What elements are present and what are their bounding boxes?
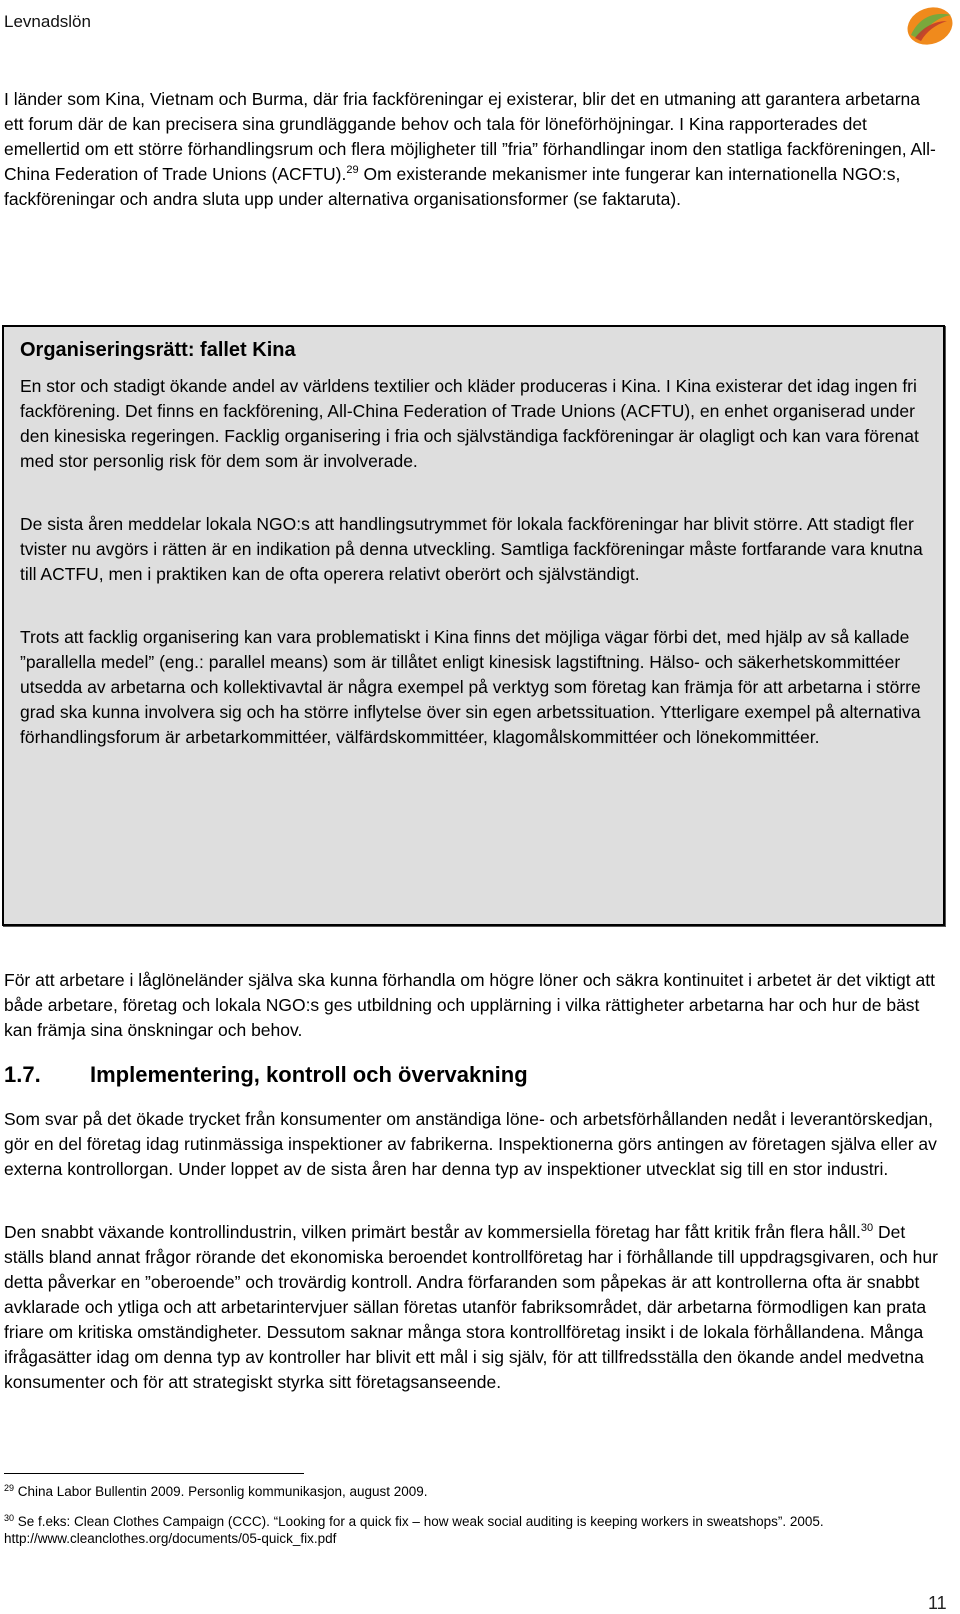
section-paragraph-2	[4, 1220, 939, 1395]
factbox-paragraph-2: De sista åren meddelar lokala NGO:s att handlingsutrymmet för lokala fackföreningar har blivit större. Att stadigt fler tvister nu avgörs i rätten är en indikation på denna utveckling. Samtliga fackföreningar måste fortfarande vara knutna till ACTFU, men i praktiken kan de ofta operera relativt oberört och självständigt.	[20, 514, 923, 584]
footnote-29	[4, 1483, 934, 1500]
section-paragraph-2b: Det ställs bland annat frågor rörande det ekonomiska beroendet kontrollföretag har i förhållande till uppdragsgivaren, och hur detta påverkar en ”oberoende” och trovärdig kontroll. Andra förfaranden som påpekas är att kontrollerna ofta är snabbt avklarade och ytliga och att arbetarintervjuer sällan företas utanför fabriksområdet, där arbetarna förmodligen kan prata friare om kritiska omständigheter. Dessutom saknar många stora kontrollföretag insikt i de lokala förhållandena. Många ifrågasätter idag om denna typ av kontroller har blivit ett mål i sig själv, för att tillfredsställa den ökande andel medvetna konsumenter och för att strategiskt styrka sitt företagsanseende.	[4, 1222, 938, 1392]
page-number: 11	[928, 1593, 947, 1613]
leaf-logo-icon	[905, 5, 955, 47]
factbox-paragraph-1: En stor och stadigt ökande andel av världens textilier och kläder produceras i Kina. I Kina existerar det idag ingen fri fackförening. Det finns en fackförening, All-China Federation of Trade Unions (ACFTU), en enhet organiserad under den kinesiska regeringen. Facklig organisering i fria och självständiga fackföreningar är olagligt och kan vara förenat med stor personlig risk för dem som är involverade.	[20, 376, 919, 471]
footnote-ref-30[interactable]: 30	[860, 1222, 874, 1234]
section-title: Implementering, kontroll och övervakning	[90, 1062, 528, 1087]
footnote-text-30: Se f.eks: Clean Clothes Campaign (CCC). “Looking for a quick fix – how weak social auditing is keeping workers in sweatshops”. 2005. http://www.cleanclothes.org/documents/05-quick_fix.pdf	[4, 1514, 824, 1546]
paragraph-after-factbox: För att arbetare i låglöneländer själva ska kunna förhandla om högre löner och säkra kontinuitet i arbetet är det viktigt att både arbetare, företag och lokala NGO:s ges utbildning och upplärning i vilka rättigheter arbetarna har och hur de bäst kan främja sina önskningar och behov.	[4, 970, 935, 1040]
footnote-marker-29: 29	[4, 1483, 15, 1493]
section-heading	[4, 1061, 528, 1089]
header-title: Levnadslön	[4, 12, 91, 31]
section-paragraph-1: Som svar på det ökade trycket från konsumenter om anständiga löne- och arbetsförhållanden nedåt i leverantörskedjan, gör en del företag idag rutinmässiga inspektioner av fabrikerna. Inspektionerna görs antingen av företagen själva eller av externa kontrollorgan. Under loppet av de sista åren har denna typ av inspektioner utvecklat sig till en stor industri.	[4, 1109, 937, 1179]
footnote-text-29: China Labor Bullentin 2009. Personlig kommunikasjon, august 2009.	[14, 1484, 428, 1499]
footnote-ref-29[interactable]: 29	[346, 164, 359, 176]
intro-text-b: Om existerande mekanismer inte fungerar kan internationella NGO:s, fackföreningar och andra sluta upp under alternativa organisationsformer (se faktaruta).	[4, 164, 901, 209]
intro-text-a: I länder som Kina, Vietnam och Burma, där fria fackföreningar ej existerar, blir det en utmaning att garantera arbetarna ett forum där de kan precisera sina grundläggande behov och tala för löneförhöjningar. I Kina rapporterades det emellertid om ett större förhandlingsrum och flera möjligheter till ”fria” förhandlingar inom den statliga fackföreningen, All-China Federation of Trade Unions (ACFTU).	[4, 89, 936, 184]
factbox-title: Organiseringsrätt: fallet Kina	[20, 339, 296, 361]
section-paragraph-2a: Den snabbt växande kontrollindustrin, vilken primärt består av kommersiella företag har fått kritik från flera håll.	[4, 1222, 861, 1242]
footnote-divider	[4, 1473, 304, 1474]
footnote-30	[4, 1513, 934, 1547]
footnote-marker-30: 30	[4, 1513, 15, 1523]
factbox-paragraph-3: Trots att facklig organisering kan vara problematiskt i Kina finns det möjliga vägar förbi det, med hjälp av så kallade ”parallella medel” (eng.: parallel means) som är tillåtet enligt kinesisk lagstiftning. Hälso- och säkerhetskommittéer utsedda av arbetarna och kollektivavtal är några exempel på verktyg som företag kan främja för att arbetarna i större grad ska kunna involvera sig och ha större inflytelse över sin egen arbetssituation. Ytterligare exempel på alternativa förhandlingsforum är arbetarkommittéer, välfärdskommittéer, klagomålskommittéer och lönekommittéer.	[20, 627, 921, 747]
section-number: 1.7.	[4, 1062, 41, 1087]
factbox-china	[2, 325, 945, 926]
intro-paragraph	[4, 87, 939, 212]
